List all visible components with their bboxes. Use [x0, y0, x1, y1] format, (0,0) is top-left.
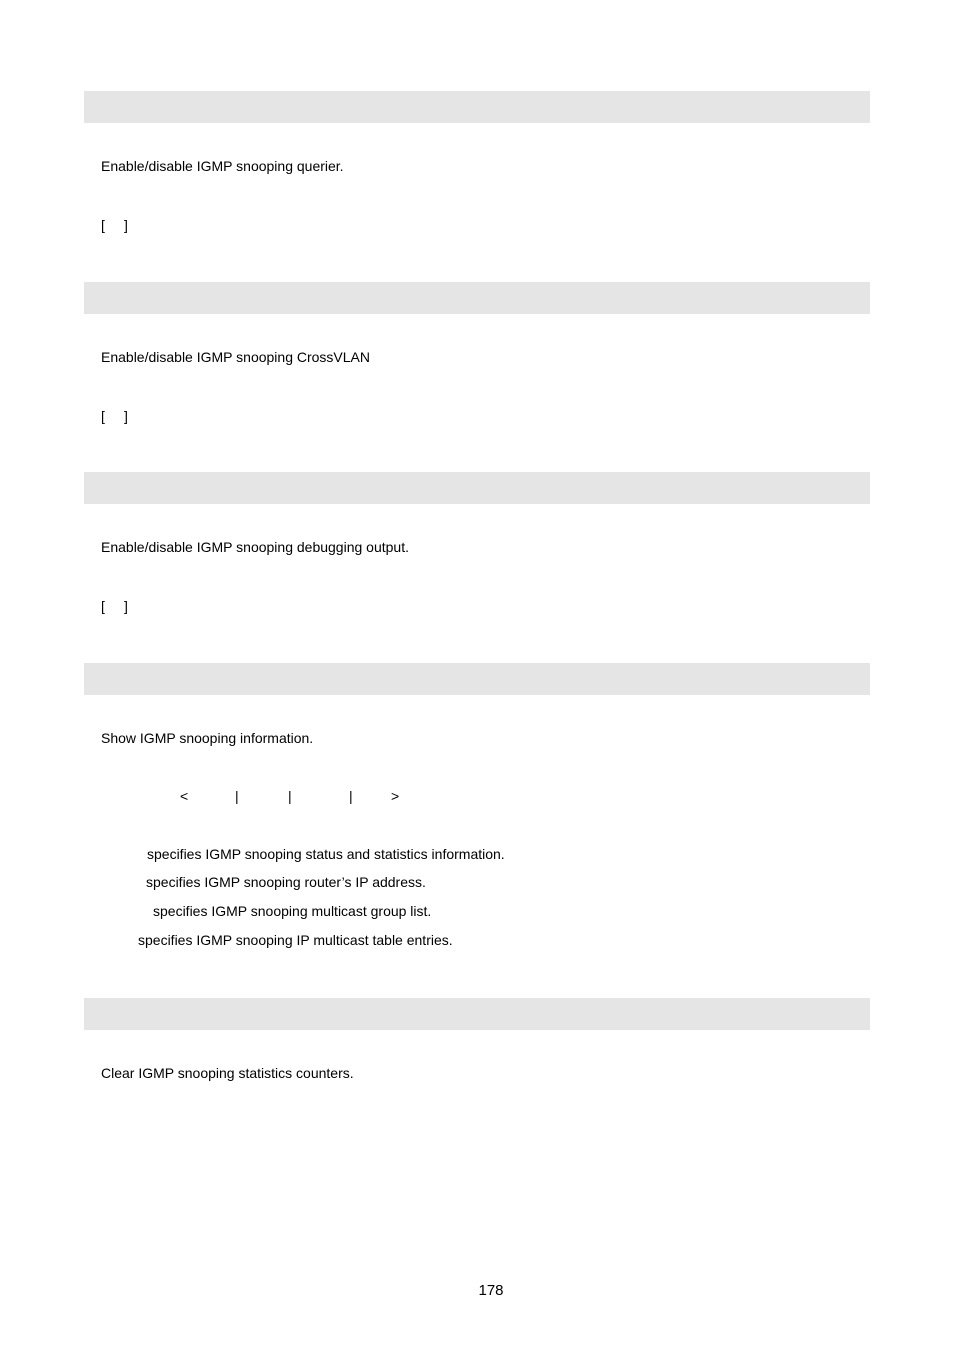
section-description: Show IGMP snooping information. [101, 730, 314, 746]
section-description: Enable/disable IGMP snooping debugging output. [101, 539, 409, 555]
syntax-bracket-open: [ [101, 217, 105, 233]
page-number: 178 [478, 1282, 504, 1299]
syntax-bracket-close: ] [124, 408, 128, 424]
syntax-bracket-close: ] [124, 598, 128, 614]
syntax-separator: | [235, 788, 239, 804]
section-header-bar [84, 472, 870, 504]
syntax-bracket-open: [ [101, 408, 105, 424]
syntax-angle-open: < [180, 788, 189, 804]
syntax-separator: | [349, 788, 353, 804]
parameter-description: specifies IGMP snooping multicast group list. [153, 903, 432, 919]
parameter-description: specifies IGMP snooping IP multicast table entries. [138, 932, 453, 948]
syntax-bracket-open: [ [101, 598, 105, 614]
section-header-bar [84, 282, 870, 314]
section-header-bar [84, 998, 870, 1030]
section-description: Enable/disable IGMP snooping querier. [101, 158, 344, 174]
syntax-bracket-close: ] [124, 217, 128, 233]
syntax-separator: | [288, 788, 292, 804]
parameter-description: specifies IGMP snooping status and statistics information. [147, 846, 505, 862]
syntax-angle-close: > [391, 788, 400, 804]
section-description: Clear IGMP snooping statistics counters. [101, 1065, 354, 1081]
section-description: Enable/disable IGMP snooping CrossVLAN [101, 349, 371, 365]
section-header-bar [84, 663, 870, 695]
parameter-description: specifies IGMP snooping router’s IP address. [146, 874, 426, 890]
section-header-bar [84, 91, 870, 123]
